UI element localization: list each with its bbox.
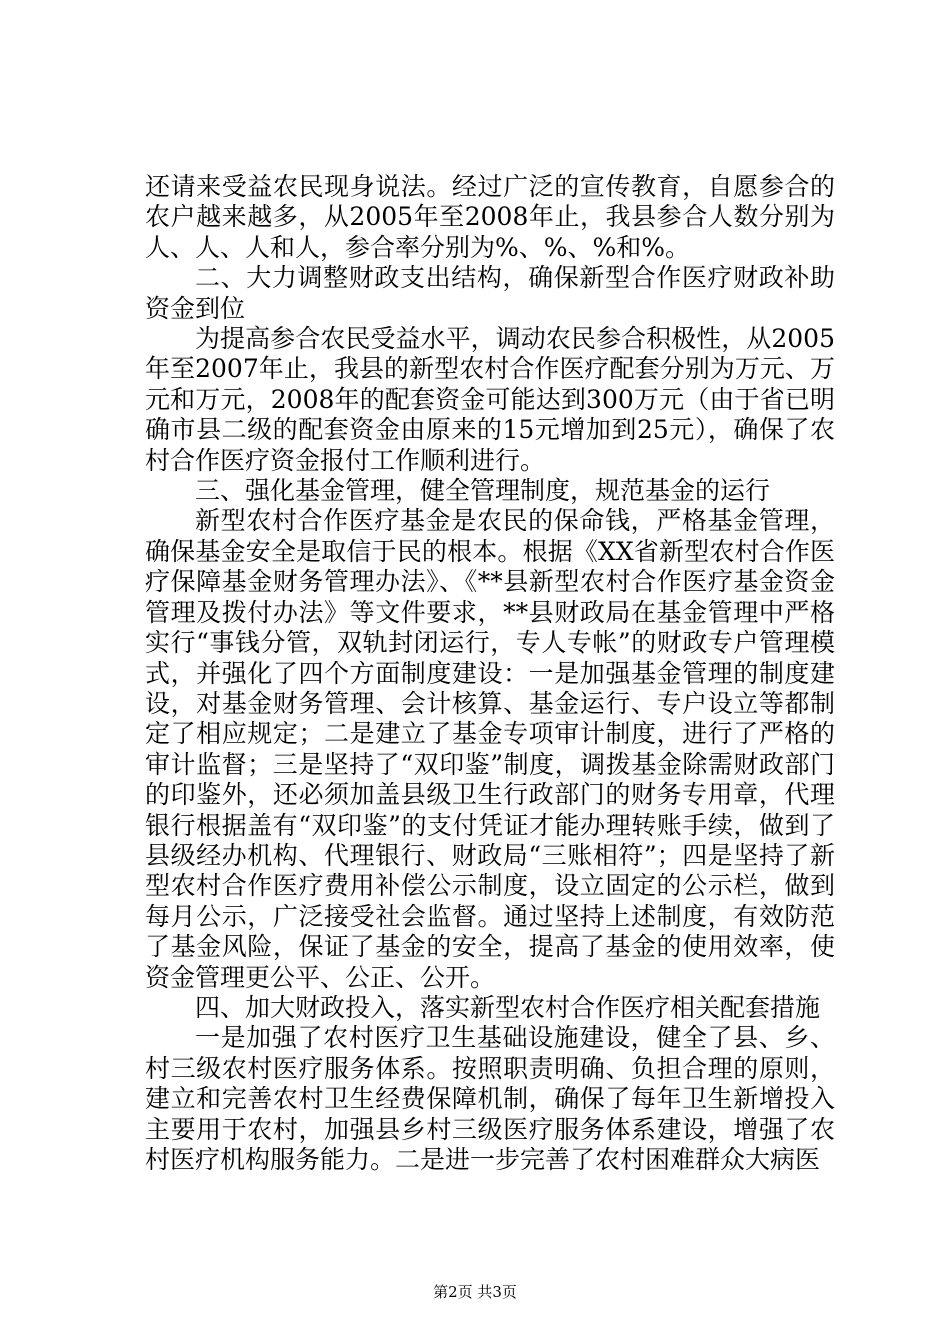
document-body — [145, 172, 835, 1175]
paragraph-body: 新型农村合作医疗基金是农民的保命钱，严格基金管理，确保基金安全是取信于民的根本。根据《XX省新型农村合作医疗保障基金财务管理办法》、《**县新型农村合作医疗基金资金管理及拨付办法》等文件要求，**县财政局在基金管理中严格实行“事钱分管，双轨封闭运行，专人专帐”的财政专户管理模式，并强化了四个方面制度建设：一是加强基金管理的制度建设，对基金财务管理、会计核算、基金运行、专户设立等都制定了相应规定；二是建立了基金专项审计制度，进行了严格的审计监督；三是坚持了“双印鉴”制度，调拨基金除需财政部门的印鉴外，还必须加盖县级卫生行政部门的财务专用章，代理银行根据盖有“双印鉴”的支付凭证才能办理转账手续，做到了县级经办机构、代理银行、财政局“三账相符”；四是坚持了新型农村合作医疗费用补偿公示制度，设立固定的公示栏，做到每月公示，广泛接受社会监督。通过坚持上述制度，有效防范了基金风险，保证了基金的安全，提高了基金的使用效率，使资金管理更公平、公正、公开。 — [145, 506, 835, 992]
page-number-footer: 第2页 共3页 — [433, 1283, 517, 1301]
section-heading-4: 四、加大财政投入，落实新型农村合作医疗相关配套措施 — [195, 992, 821, 1022]
section-heading-3: 三、强化基金管理，健全管理制度，规范基金的运行 — [195, 476, 771, 506]
paragraph-body: 一是加强了农村医疗卫生基础设施建设，健全了县、乡、村三级农村医疗服务体系。按照职责明确、负担合理的原则，建立和完善农村卫生经费保障机制，确保了每年卫生新增投入主要用于农村，加强县乡村三级医疗服务体系建设，增强了农村医疗机构服务能力。二是进一步完善了农村困难群众大病医 — [145, 1023, 835, 1174]
paragraph-body: 为提高参合农民受益水平，调动农民参合积极性，从2005年至2007年止，我县的新型农村合作医疗配套分别为万元、万元和万元，2008年的配套资金可能达到300万元（由于省已明确市县二级的配套资金由原来的15元增加到25元），确保了农村合作医疗资金报付工作顺利进行。 — [145, 324, 835, 475]
paragraph-continuation: 还请来受益农民现身说法。经过广泛的宣传教育，自愿参合的农户越来越多，从2005年至2008年止，我县参合人数分别为人、人、人和人，参合率分别为%、%、%和%。 — [145, 172, 835, 262]
section-heading-2: 二、大力调整财政支出结构，确保新型合作医疗财政补助资金到位 — [145, 263, 835, 323]
